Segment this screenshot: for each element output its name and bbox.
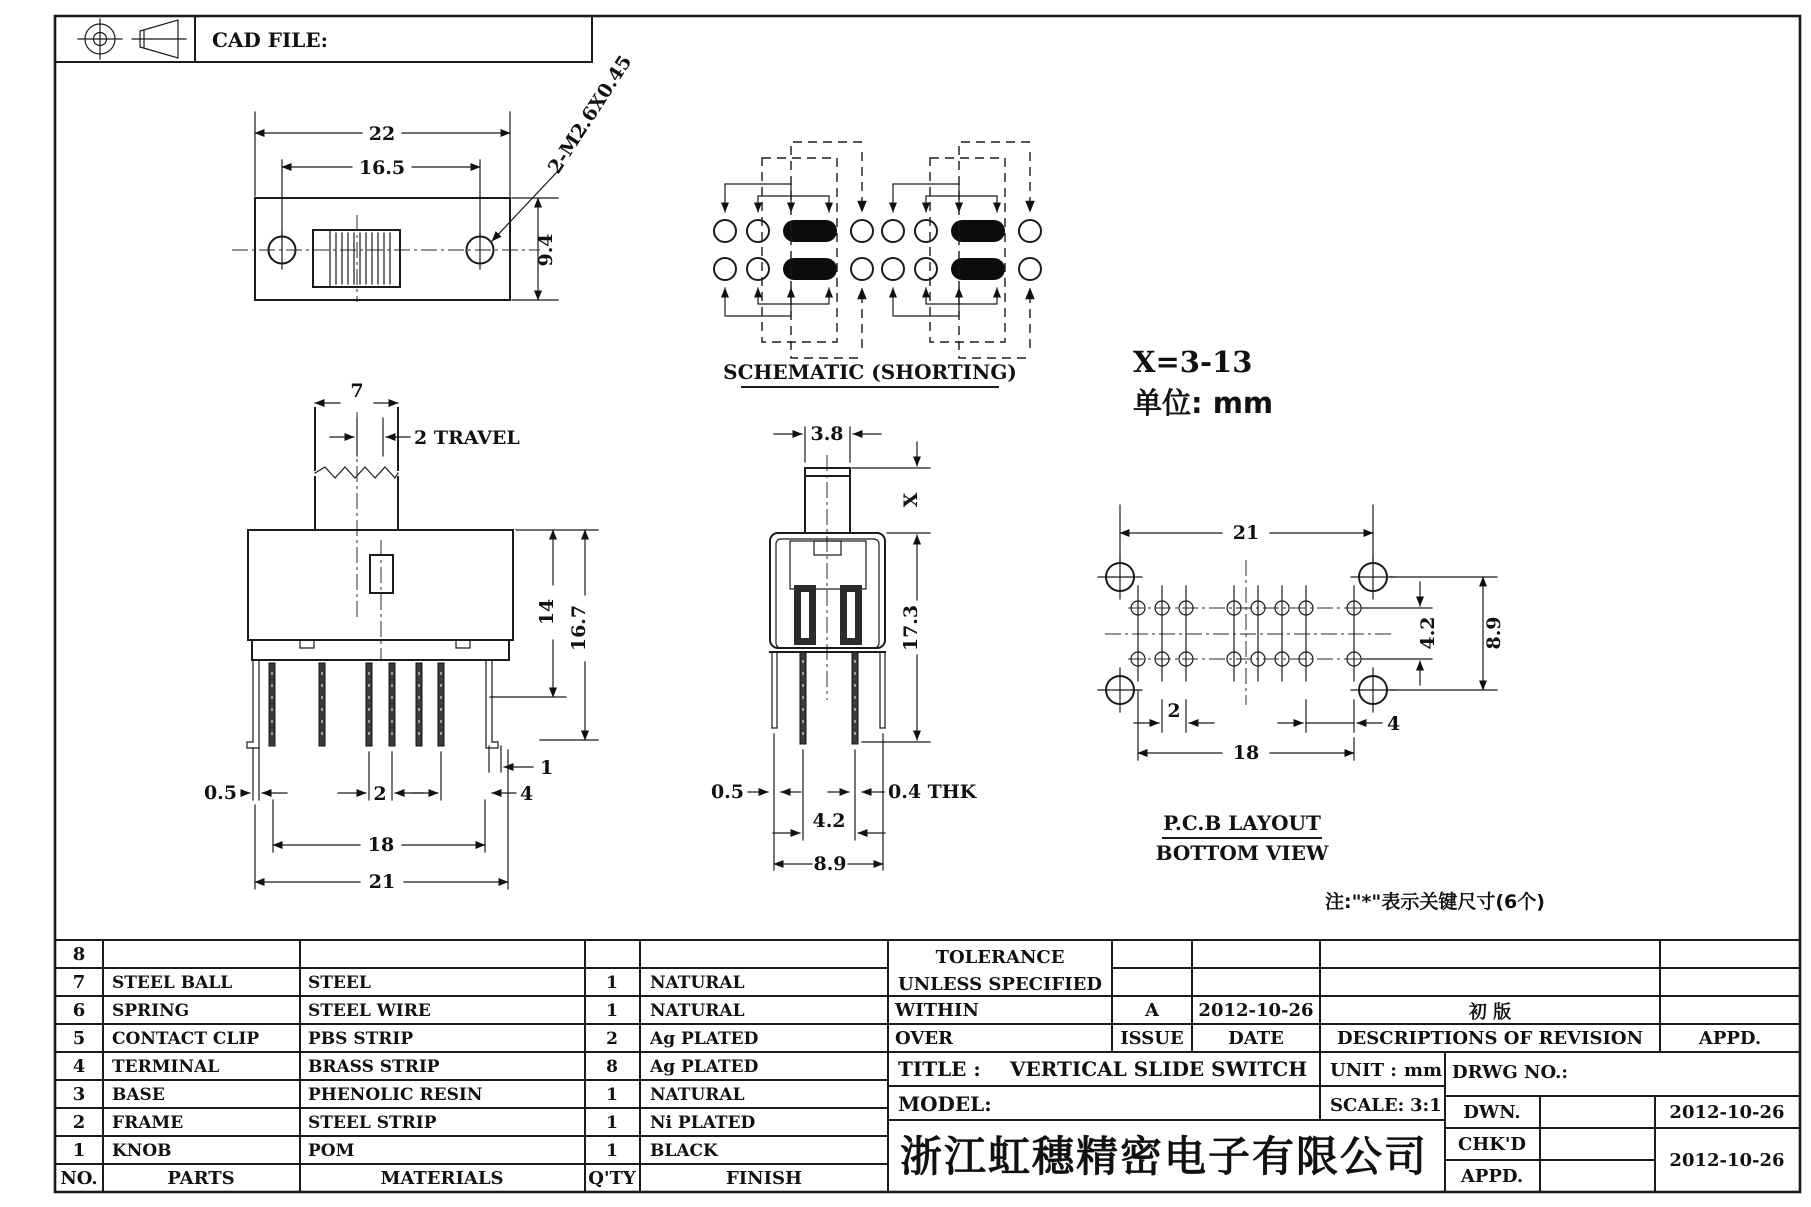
front-dim-total-h: 16.7 (568, 604, 590, 652)
scale-value: 3:1 (1410, 1095, 1442, 1116)
row2-no: 2 (72, 1112, 86, 1133)
row4-finish: Ag PLATED (650, 1057, 759, 1077)
top-dim-hole-cc: 16.5 (358, 157, 406, 179)
date-label: DATE (1228, 1028, 1284, 1049)
row1-qty: 1 (606, 1141, 618, 1161)
model-label: MODEL: (898, 1092, 992, 1116)
table-row (73, 972, 745, 993)
chkd-label: CHK'D (1457, 1134, 1527, 1155)
chkd-appd-date: 2012-10-26 (1669, 1150, 1785, 1171)
schematic-label: SCHEMATIC (SHORTING) (723, 360, 1017, 384)
pcb-layout-view (1098, 505, 1505, 865)
within-label: WITHIN (895, 1000, 979, 1021)
cad-file-label: CAD FILE: (212, 28, 328, 52)
row1-no: 1 (72, 1140, 86, 1161)
row5-part: CONTACT CLIP (112, 1029, 260, 1049)
row2-part: FRAME (112, 1113, 184, 1133)
row7-finish: NATURAL (650, 973, 745, 993)
header-no: NO. (60, 1168, 98, 1189)
issue-label: ISSUE (1120, 1028, 1184, 1049)
title-value: VERTICAL SLIDE SWITCH (1010, 1057, 1308, 1081)
front-dim-overall: 21 (368, 871, 396, 893)
row6-material: STEEL WIRE (308, 1001, 431, 1021)
row5-no: 5 (72, 1028, 86, 1049)
revision-date-value: 2012-10-26 (1198, 1000, 1314, 1021)
row7-part: STEEL BALL (112, 973, 233, 993)
x-range-note: X=3-13 (1133, 345, 1253, 379)
front-dim-knob: 7 (350, 380, 364, 402)
front-dim-body-h: 14 (536, 598, 558, 626)
front-dim-end-gap: 4 (520, 783, 534, 805)
table-row (73, 1056, 759, 1077)
row7-qty: 1 (606, 973, 618, 993)
unit-label: UNIT : (1330, 1060, 1397, 1081)
table-row (73, 1028, 759, 1049)
pcb-dim-pitch: 2 (1167, 700, 1181, 722)
side-dim-thk: 0.4 THK (888, 781, 977, 803)
row3-no: 3 (72, 1084, 86, 1105)
unit-value: mm (1404, 1060, 1443, 1081)
row3-part: BASE (112, 1085, 165, 1105)
header-finish: FINISH (725, 1168, 803, 1189)
front-dim-span: 18 (367, 834, 395, 856)
row4-part: TERMINAL (112, 1057, 220, 1077)
pcb-dim-row-span: 8.9 (1483, 616, 1505, 650)
row6-qty: 1 (606, 1001, 618, 1021)
table-header-row (60, 1168, 802, 1189)
side-dim-row-pitch: 4.2 (812, 810, 846, 832)
row8-no: 8 (72, 944, 86, 965)
table-row (73, 1140, 719, 1161)
row5-material: PBS STRIP (308, 1029, 414, 1049)
row1-material: POM (308, 1141, 355, 1161)
row6-finish: NATURAL (650, 1001, 745, 1021)
dwn-date: 2012-10-26 (1669, 1102, 1785, 1123)
front-view (204, 380, 598, 893)
side-dim-row-span: 8.9 (813, 853, 847, 875)
revision-description-value: 初 版 (1468, 1002, 1512, 1023)
pcb-dim-hole-cc: 21 (1232, 522, 1260, 544)
row6-part: SPRING (112, 1001, 190, 1021)
table-row (73, 1084, 745, 1105)
row2-finish: Ni PLATED (650, 1113, 756, 1133)
top-dim-thread: 2-M2.6X0.45 (543, 51, 637, 178)
side-contact-clips (794, 585, 862, 645)
front-terminals (269, 663, 444, 746)
row6-no: 6 (72, 1000, 86, 1021)
pcb-dim-span: 18 (1232, 742, 1260, 764)
row3-finish: NATURAL (650, 1085, 745, 1105)
row5-finish: Ag PLATED (650, 1029, 759, 1049)
row5-qty: 2 (606, 1029, 618, 1049)
unit-note: 单位: mm (1133, 386, 1274, 420)
row4-material: BRASS STRIP (308, 1057, 440, 1077)
row2-qty: 1 (606, 1113, 618, 1133)
dwn-label: DWN. (1463, 1102, 1521, 1123)
table-row (73, 1112, 756, 1133)
front-dim-pin: 0.5 (203, 782, 237, 804)
issue-value: A (1145, 1000, 1159, 1021)
front-dim-travel: 2 TRAVEL (414, 427, 520, 449)
over-label: OVER (895, 1028, 954, 1049)
row4-qty: 8 (606, 1057, 618, 1077)
top-view (232, 51, 636, 302)
front-dim-pitch: 2 (373, 783, 387, 805)
row2-material: STEEL STRIP (308, 1113, 437, 1133)
pcb-dim-row-pitch: 4.2 (1417, 616, 1439, 650)
row4-no: 4 (72, 1056, 86, 1077)
front-dim-offset: 1 (540, 757, 554, 779)
side-view (711, 423, 978, 875)
drwg-no-label: DRWG NO.: (1452, 1062, 1569, 1083)
top-dim-height: 9.4 (535, 233, 557, 267)
pcb-dim-end-gap: 4 (1387, 713, 1401, 735)
appd-row-label: APPD. (1460, 1166, 1524, 1187)
side-dim-pin: 0.5 (710, 781, 744, 803)
tolerance-line2: UNLESS SPECIFIED (898, 974, 1102, 995)
company-name: 浙江虹穗精密电子有限公司 (900, 1132, 1429, 1181)
table-row (73, 1000, 745, 1021)
pcb-label-line2: BOTTOM VIEW (1155, 841, 1329, 865)
header-materials: MATERIALS (380, 1168, 504, 1189)
pcb-label-line1: P.C.B LAYOUT (1163, 811, 1321, 835)
revision-description-label: DESCRIPTIONS OF REVISION (1336, 1028, 1644, 1049)
top-dim-width: 22 (368, 123, 396, 145)
title-label: TITLE : (898, 1057, 981, 1081)
row3-qty: 1 (606, 1085, 618, 1105)
scale-label: SCALE: (1330, 1095, 1405, 1116)
row1-finish: BLACK (650, 1141, 718, 1161)
header-parts: PARTS (167, 1168, 235, 1189)
side-dim-height: 17.3 (900, 604, 922, 652)
row7-material: STEEL (308, 973, 371, 993)
side-dim-stem-w: 3.8 (810, 423, 844, 445)
side-dim-stem-h: X (900, 492, 922, 508)
key-dimension-note: 注:"*"表示关键尺寸(6个) (1325, 891, 1545, 913)
tolerance-line1: TOLERANCE (935, 947, 1065, 968)
row1-part: KNOB (112, 1141, 172, 1161)
table-row (73, 944, 86, 965)
projection-symbol-icon (78, 19, 186, 59)
schematic-view (714, 142, 1041, 387)
appd-column-label: APPD. (1698, 1028, 1762, 1049)
row3-material: PHENOLIC RESIN (308, 1085, 483, 1105)
schematic-pole-group (714, 142, 873, 358)
title-block (888, 940, 1800, 1192)
row7-no: 7 (72, 972, 86, 993)
header-qty: Q'TY (588, 1168, 636, 1189)
